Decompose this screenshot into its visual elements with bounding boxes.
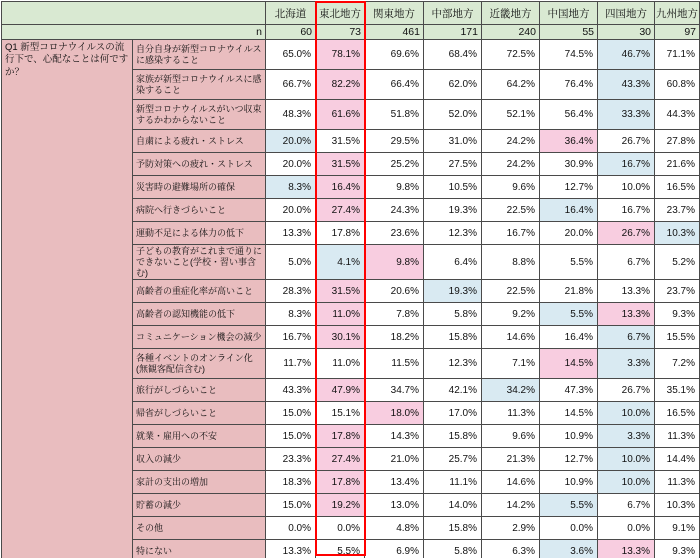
value-cell: 15.0% (266, 494, 316, 517)
value-cell: 15.8% (424, 517, 482, 540)
value-cell: 10.0% (598, 176, 655, 199)
value-cell: 66.7% (266, 70, 316, 100)
row-label: 災害時の避難場所の確保 (133, 176, 266, 199)
value-cell: 28.3% (266, 280, 316, 303)
value-cell: 13.3% (598, 540, 655, 558)
value-cell: 9.1% (655, 517, 700, 540)
value-cell: 9.3% (655, 303, 700, 326)
value-cell: 12.3% (424, 222, 482, 245)
value-cell: 0.0% (540, 517, 598, 540)
value-cell: 20.0% (266, 130, 316, 153)
region-header: 東北地方 (316, 2, 365, 25)
value-cell: 9.8% (365, 245, 424, 280)
value-cell: 16.7% (598, 153, 655, 176)
value-cell: 13.3% (598, 280, 655, 303)
value-cell: 15.0% (266, 425, 316, 448)
region-header: 九州地方 (655, 2, 700, 25)
value-cell: 10.3% (655, 222, 700, 245)
value-cell: 72.5% (482, 40, 540, 70)
value-cell: 5.5% (540, 303, 598, 326)
value-cell: 30.9% (540, 153, 598, 176)
value-cell: 10.9% (540, 425, 598, 448)
value-cell: 27.8% (655, 130, 700, 153)
value-cell: 23.7% (655, 199, 700, 222)
value-cell: 11.0% (316, 349, 365, 379)
value-cell: 4.8% (365, 517, 424, 540)
value-cell: 5.8% (424, 303, 482, 326)
value-cell: 52.0% (424, 100, 482, 130)
value-cell: 25.7% (424, 448, 482, 471)
value-cell: 11.5% (365, 349, 424, 379)
value-cell: 31.5% (316, 280, 365, 303)
value-cell: 11.3% (655, 425, 700, 448)
value-cell: 6.7% (598, 494, 655, 517)
value-cell: 46.7% (598, 40, 655, 70)
row-label: 帰省がしづらいこと (133, 402, 266, 425)
value-cell: 3.6% (540, 540, 598, 558)
value-cell: 30.1% (316, 326, 365, 349)
value-cell: 17.0% (424, 402, 482, 425)
value-cell: 71.1% (655, 40, 700, 70)
region-header: 北海道 (266, 2, 316, 25)
value-cell: 22.5% (482, 199, 540, 222)
value-cell: 24.3% (365, 199, 424, 222)
value-cell: 27.5% (424, 153, 482, 176)
question-cell: Q1 新型コロナウイルスの流行下で、心配なことは何ですか？ (2, 40, 133, 558)
value-cell: 23.3% (266, 448, 316, 471)
value-cell: 8.3% (266, 176, 316, 199)
region-header-row (2, 2, 700, 25)
row-label: 新型コロナウイルスがいつ収束するかわからないこと (133, 100, 266, 130)
value-cell: 10.0% (598, 402, 655, 425)
value-cell: 11.1% (424, 471, 482, 494)
value-cell: 16.4% (540, 326, 598, 349)
value-cell: 42.1% (424, 379, 482, 402)
value-cell: 8.8% (482, 245, 540, 280)
value-cell: 43.3% (266, 379, 316, 402)
value-cell: 10.0% (598, 471, 655, 494)
row-label: 運動不足による体力の低下 (133, 222, 266, 245)
row-label: 各種イベントのオンライン化(無観客配信含む) (133, 349, 266, 379)
region-header: 関東地方 (365, 2, 424, 25)
row-label: 病院へ行きづらいこと (133, 199, 266, 222)
value-cell: 11.7% (266, 349, 316, 379)
value-cell: 7.8% (365, 303, 424, 326)
row-label: 家計の支出の増加 (133, 471, 266, 494)
value-cell: 3.3% (598, 349, 655, 379)
value-cell: 27.4% (316, 199, 365, 222)
value-cell: 14.0% (424, 494, 482, 517)
value-cell: 66.4% (365, 70, 424, 100)
value-cell: 15.8% (424, 425, 482, 448)
value-cell: 15.0% (266, 402, 316, 425)
row-label: 自粛による疲れ・ストレス (133, 130, 266, 153)
value-cell: 48.3% (266, 100, 316, 130)
value-cell: 6.3% (482, 540, 540, 558)
value-cell: 13.4% (365, 471, 424, 494)
value-cell: 47.3% (540, 379, 598, 402)
value-cell: 33.3% (598, 100, 655, 130)
value-cell: 5.5% (540, 494, 598, 517)
row-label: 自分自身が新型コロナウイルスに感染すること (133, 40, 266, 70)
value-cell: 10.3% (655, 494, 700, 517)
value-cell: 5.5% (316, 540, 365, 558)
value-cell: 16.7% (266, 326, 316, 349)
value-cell: 51.8% (365, 100, 424, 130)
value-cell: 13.3% (266, 222, 316, 245)
n-value: 55 (540, 25, 598, 40)
value-cell: 64.2% (482, 70, 540, 100)
value-cell: 26.7% (598, 130, 655, 153)
value-cell: 21.8% (540, 280, 598, 303)
value-cell: 7.2% (655, 349, 700, 379)
value-cell: 31.5% (316, 153, 365, 176)
value-cell: 10.9% (540, 471, 598, 494)
value-cell: 34.2% (482, 379, 540, 402)
value-cell: 34.7% (365, 379, 424, 402)
value-cell: 9.3% (655, 540, 700, 558)
value-cell: 82.2% (316, 70, 365, 100)
value-cell: 35.1% (655, 379, 700, 402)
value-cell: 62.0% (424, 70, 482, 100)
n-value: 240 (482, 25, 540, 40)
value-cell: 16.5% (655, 402, 700, 425)
value-cell: 10.0% (598, 448, 655, 471)
value-cell: 5.8% (424, 540, 482, 558)
value-cell: 5.5% (540, 245, 598, 280)
value-cell: 14.5% (540, 402, 598, 425)
n-value: 60 (266, 25, 316, 40)
value-cell: 15.1% (316, 402, 365, 425)
value-cell: 61.6% (316, 100, 365, 130)
value-cell: 11.3% (482, 402, 540, 425)
value-cell: 0.0% (316, 517, 365, 540)
value-cell: 21.6% (655, 153, 700, 176)
value-cell: 68.4% (424, 40, 482, 70)
value-cell: 20.0% (266, 153, 316, 176)
n-value: 461 (365, 25, 424, 40)
value-cell: 69.6% (365, 40, 424, 70)
value-cell: 3.3% (598, 425, 655, 448)
value-cell: 18.3% (266, 471, 316, 494)
value-cell: 0.0% (266, 517, 316, 540)
value-cell: 14.2% (482, 494, 540, 517)
value-cell: 18.2% (365, 326, 424, 349)
value-cell: 16.7% (598, 199, 655, 222)
value-cell: 4.1% (316, 245, 365, 280)
value-cell: 12.7% (540, 176, 598, 199)
value-cell: 19.2% (316, 494, 365, 517)
region-header: 中国地方 (540, 2, 598, 25)
value-cell: 26.7% (598, 222, 655, 245)
value-cell: 21.0% (365, 448, 424, 471)
value-cell: 74.5% (540, 40, 598, 70)
value-cell: 7.1% (482, 349, 540, 379)
value-cell: 21.3% (482, 448, 540, 471)
value-cell: 14.3% (365, 425, 424, 448)
value-cell: 0.0% (598, 517, 655, 540)
value-cell: 24.2% (482, 130, 540, 153)
row-label: 家族が新型コロナウイルスに感染すること (133, 70, 266, 100)
value-cell: 18.0% (365, 402, 424, 425)
value-cell: 14.6% (482, 471, 540, 494)
value-cell: 15.8% (424, 326, 482, 349)
value-cell: 14.5% (540, 349, 598, 379)
value-cell: 12.3% (424, 349, 482, 379)
row-label: 特にない (133, 540, 266, 558)
value-cell: 14.4% (655, 448, 700, 471)
value-cell: 22.5% (482, 280, 540, 303)
region-header: 中部地方 (424, 2, 482, 25)
value-cell: 6.7% (598, 245, 655, 280)
value-cell: 9.2% (482, 303, 540, 326)
value-cell: 9.6% (482, 425, 540, 448)
row-label: 予防対策への疲れ・ストレス (133, 153, 266, 176)
value-cell: 17.8% (316, 425, 365, 448)
value-cell: 20.6% (365, 280, 424, 303)
value-cell: 16.4% (316, 176, 365, 199)
value-cell: 43.3% (598, 70, 655, 100)
value-cell: 29.5% (365, 130, 424, 153)
row-label: 旅行がしづらいこと (133, 379, 266, 402)
value-cell: 76.4% (540, 70, 598, 100)
value-cell: 5.2% (655, 245, 700, 280)
value-cell: 47.9% (316, 379, 365, 402)
value-cell: 9.6% (482, 176, 540, 199)
row-label: 就業・雇用への不安 (133, 425, 266, 448)
region-header: 近畿地方 (482, 2, 540, 25)
value-cell: 19.3% (424, 280, 482, 303)
value-cell: 5.0% (266, 245, 316, 280)
row-label: 高齢者の重症化率が高いこと (133, 280, 266, 303)
value-cell: 16.7% (482, 222, 540, 245)
value-cell: 16.5% (655, 176, 700, 199)
value-cell: 65.0% (266, 40, 316, 70)
value-cell: 31.0% (424, 130, 482, 153)
survey-table (1, 1, 700, 558)
table-row (2, 40, 700, 70)
row-label: コミュニケーション機会の減少 (133, 326, 266, 349)
n-value: 73 (316, 25, 365, 40)
n-row (2, 25, 700, 40)
value-cell: 12.7% (540, 448, 598, 471)
value-cell: 78.1% (316, 40, 365, 70)
value-cell: 15.5% (655, 326, 700, 349)
corner-cell (2, 2, 266, 25)
value-cell: 14.6% (482, 326, 540, 349)
value-cell: 16.4% (540, 199, 598, 222)
value-cell: 11.0% (316, 303, 365, 326)
value-cell: 23.6% (365, 222, 424, 245)
value-cell: 56.4% (540, 100, 598, 130)
value-cell: 13.3% (598, 303, 655, 326)
value-cell: 17.8% (316, 471, 365, 494)
value-cell: 60.8% (655, 70, 700, 100)
row-label: その他 (133, 517, 266, 540)
value-cell: 6.9% (365, 540, 424, 558)
n-label-cell: n (2, 25, 266, 40)
value-cell: 19.3% (424, 199, 482, 222)
value-cell: 23.7% (655, 280, 700, 303)
value-cell: 10.5% (424, 176, 482, 199)
value-cell: 13.0% (365, 494, 424, 517)
n-value: 30 (598, 25, 655, 40)
value-cell: 31.5% (316, 130, 365, 153)
value-cell: 25.2% (365, 153, 424, 176)
value-cell: 17.8% (316, 222, 365, 245)
row-label: 高齢者の認知機能の低下 (133, 303, 266, 326)
value-cell: 13.3% (266, 540, 316, 558)
value-cell: 2.9% (482, 517, 540, 540)
region-header: 四国地方 (598, 2, 655, 25)
value-cell: 44.3% (655, 100, 700, 130)
n-value: 97 (655, 25, 700, 40)
value-cell: 24.2% (482, 153, 540, 176)
table-body (2, 40, 700, 558)
value-cell: 20.0% (266, 199, 316, 222)
value-cell: 36.4% (540, 130, 598, 153)
value-cell: 6.7% (598, 326, 655, 349)
value-cell: 9.8% (365, 176, 424, 199)
value-cell: 11.3% (655, 471, 700, 494)
value-cell: 6.4% (424, 245, 482, 280)
value-cell: 27.4% (316, 448, 365, 471)
n-value: 171 (424, 25, 482, 40)
value-cell: 26.7% (598, 379, 655, 402)
value-cell: 20.0% (540, 222, 598, 245)
row-label: 子どもの教育がこれまで通りにできないこと(学校・習い事含む) (133, 245, 266, 280)
row-label: 貯蓄の減少 (133, 494, 266, 517)
value-cell: 52.1% (482, 100, 540, 130)
row-label: 収入の減少 (133, 448, 266, 471)
value-cell: 8.3% (266, 303, 316, 326)
